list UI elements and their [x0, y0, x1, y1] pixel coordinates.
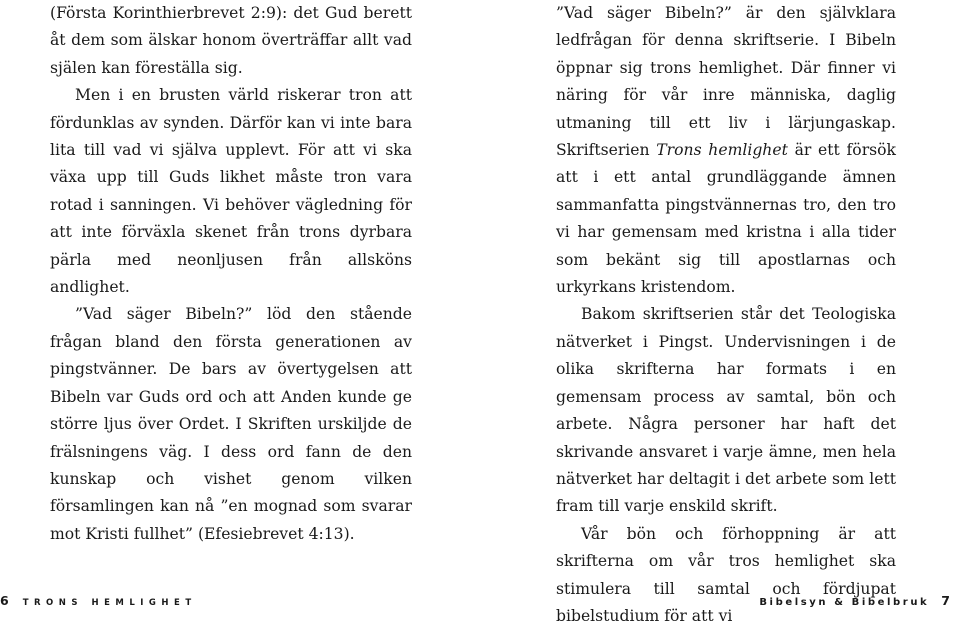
- series-title-italic: Trons hemlighet: [656, 141, 788, 160]
- right-page-number: 7: [941, 593, 950, 608]
- right-paragraph-2: Bakom skriftserien står det Teologiska nätverket i Pingst. Undervisningen i de olika skrifterna har formats i en gemensam process av samtal, bön och arbete. Några personer har haft det skrivande ansvaret i varje ämne, men hela nätverket har deltagit i det arbete som lett fram till varje enskild skrift.: [556, 305, 896, 516]
- left-paragraph-3: ”Vad säger Bibeln?” löd den stående frågan bland den första generationen av pingstvänner. De bars av övertygelsen att Bibeln var Guds ord och att Anden kunde ge större ljus över Ordet. I Skriften urskiljde de frälsningens väg. I dess ord fann de den kunskap och vishet genom vilken församlingen kan nå ”en mognad som svarar mot Kristi fullhet” (Efesiebrevet 4:13).: [50, 305, 412, 543]
- right-text-column: [556, 0, 896, 630]
- right-running-title: Bibelsyn & Bibelbruk: [759, 597, 930, 608]
- right-page: [480, 0, 960, 625]
- left-page: [0, 0, 480, 608]
- left-text-column: [50, 0, 412, 548]
- left-page-number: 6: [0, 593, 9, 608]
- left-running-title: TRONS HEMLIGHET: [22, 598, 197, 608]
- left-paragraph-1: (Första Korinthierbrevet 2:9): det Gud berett åt dem som älskar honom överträffar allt vad själen kan föreställa sig.: [50, 4, 412, 77]
- right-paragraph-1: [556, 0, 896, 301]
- right-folio: [759, 593, 950, 608]
- left-paragraph-2: Men i en brusten värld riskerar tron att fördunklas av synden. Därför kan vi inte bara lita till vad vi själva upplevt. För att vi ska växa upp till Guds likhet måste tron vara rotad i sanningen. Vi behöver vägledning för att inte förväxla skenet från trons dyrbara pärla med neonljusen från allsköns andlighet.: [50, 86, 412, 297]
- right-paragraph-1-end: är ett försök att i ett antal grundläggande ämnen sammanfatta pingstvännernas tro, den tro vi har gemensam med kristna i alla tider som bekänt sig till apostlarnas och urkyrkans kristendom.: [556, 141, 896, 297]
- right-paragraph-3: Vår bön och förhoppning är att skrifterna om vår tros hemlighet ska stimulera till samtal och fördjupat bibelstudium för att vi: [556, 524, 896, 625]
- right-paragraph-1-start: ”Vad säger Bibeln?” är den självklara ledfrågan för denna skriftserie. I Bibeln öppnar sig trons hemlighet. Där finner vi näring för vår inre människa, daglig utmaning till ett liv i lärjungaskap. Skriftserien: [556, 4, 896, 160]
- left-folio: [0, 593, 197, 608]
